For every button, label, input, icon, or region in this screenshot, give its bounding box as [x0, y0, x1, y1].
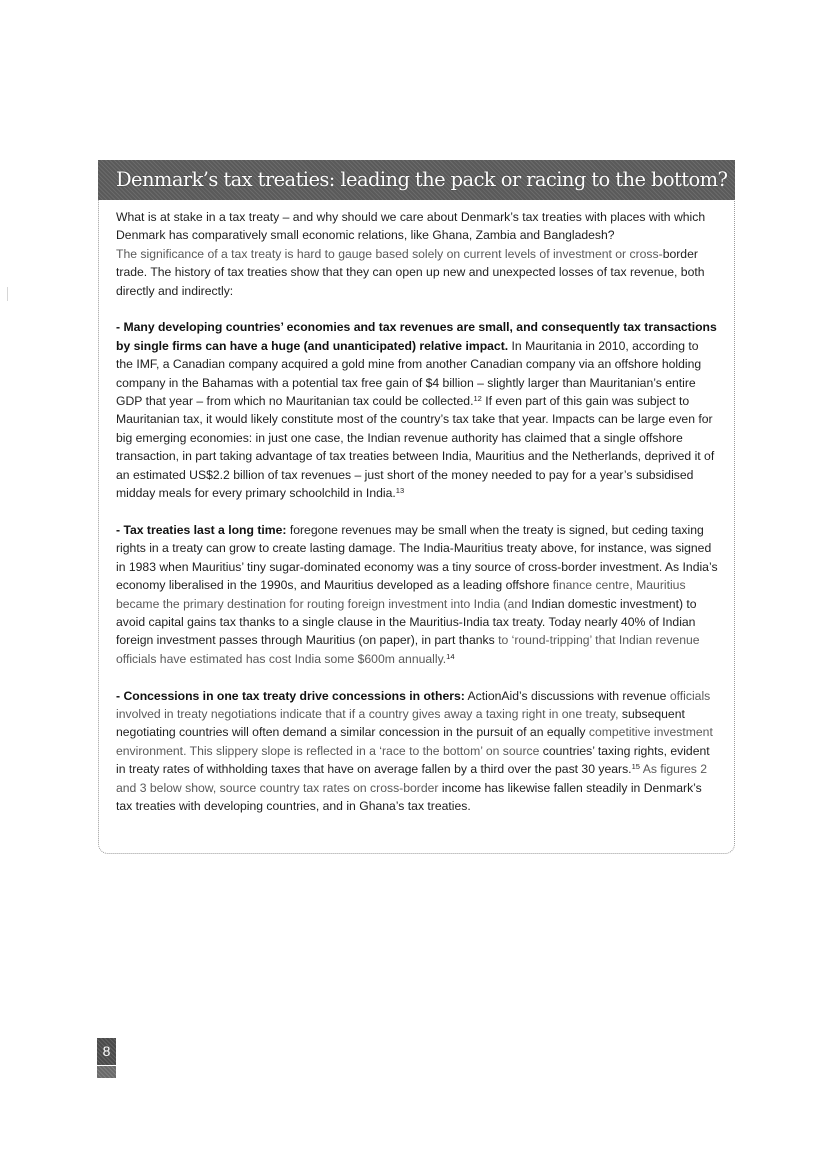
point-text: subsequent negotiating countries will often demand a similar concession in the pursuit of an equally: [116, 706, 685, 740]
footnote-ref: 14: [446, 651, 455, 661]
page-tab-decoration: [97, 1066, 116, 1078]
info-box: [98, 160, 735, 854]
page-badge: [97, 1038, 116, 1078]
point-text: If even part of this gain was subject to Mauritanian tax, it would likely constitute most of the country’s tax take that year. Impacts can be large even for big emerging economies: in just one case, the Indian revenue authority has claimed that a single offshore transaction, in part taking advantage of tax treaties between India, Mauritius and the Netherlands, deprived it of an estimated US$2.2 billion of tax revenues – just short of the money needed to pay for a year’s subsidised midday meals for every primary schoolchild in India.: [116, 394, 715, 501]
point-light-text: to ‘round-tripping’ that Indian revenue officials have estimated has cost India some $600m annually.: [116, 633, 700, 666]
intro-light-text: The significance of a tax treaty is hard to gauge based solely on current levels of investment or cross-: [116, 246, 663, 261]
point-text: Indian domestic investment) to avoid capital gains tax thanks to a single clause in the Mauritius-India tax treaty. Today nearly 40% of Indian foreign investment passes through Mauritius (on paper), in part thanks: [116, 596, 697, 648]
info-box-title: Denmark’s tax treaties: leading the pack or racing to the bottom?: [116, 168, 728, 191]
point-lead: - Many developing countries’ economies and tax revenues are small, and consequently tax transactions by single firms can have a huge (and unanticipated) relative impact.: [116, 320, 717, 353]
intro-question: What is at stake in a tax treaty – and why should we care about Denmark’s tax treaties with places with which Denmark has comparatively small economic relations, like Ghana, Zambia and Bangladesh?: [116, 210, 706, 243]
point-lead: - Concessions in one tax treaty drive concessions in others:: [116, 688, 465, 703]
point-lead: - Tax treaties last a long time:: [116, 522, 287, 537]
point-concessions: [116, 687, 718, 816]
info-box-header: [98, 160, 735, 200]
point-text: countries’ taxing rights, evident in treaty rates of withholding taxes that have on average fallen by a third over the past 30 years.: [116, 743, 710, 777]
point-light-text: finance centre, Mauritius became the primary destination for routing foreign investment into India (and: [116, 578, 686, 611]
intro-paragraph: [116, 245, 718, 300]
point-light-text: As figures 2 and 3 below show, source country tax rates on cross-border: [116, 762, 708, 795]
point-text: foregone revenues may be small when the treaty is signed, but ceding taxing rights in a treaty can grow to create lasting damage. The India-Mauritius treaty above, for instance, was signed in 1983 when Mauritius’ tiny sugar-dominated economy was a tiny source of cross-border investment. As India’s economy liberalised in the 1990s, and Mauritius developed as a leading offshore: [116, 522, 718, 593]
footnote-ref: 15: [631, 761, 640, 771]
footnote-ref: 12: [473, 393, 482, 403]
point-light-text: competitive investment environment. This slippery slope is reflected in a ‘race to the bottom’ on source: [116, 725, 713, 758]
intro-text: border trade. The history of tax treaties show that they can open up new and unexpected losses of tax revenue, both directly and indirectly:: [116, 246, 705, 298]
point-light-text: officials involved in treaty negotiations indicate that if a country gives away a taxing right in one treaty,: [116, 688, 711, 721]
page-number: 8: [97, 1038, 116, 1065]
point-text: ActionAid’s discussions with revenue: [464, 688, 670, 703]
margin-mark: [7, 287, 8, 301]
info-box-content: [116, 208, 718, 834]
footnote-ref: 13: [395, 485, 405, 495]
point-long-time: [116, 521, 718, 668]
point-text: In Mauritania in 2010, according to the IMF, a Canadian company acquired a gold mine from another Canadian company via an offshore holding company in the Bahamas with a potential tax free gain of $4 billion – slightly larger than Mauritanian’s entire GDP that year – from which no Mauritanian tax could be collected.: [116, 338, 702, 409]
point-small-economies: [116, 318, 718, 502]
point-text: income has likewise fallen steadily in Denmark’s tax treaties with developing countries, and in Ghana’s tax treaties.: [116, 780, 702, 813]
